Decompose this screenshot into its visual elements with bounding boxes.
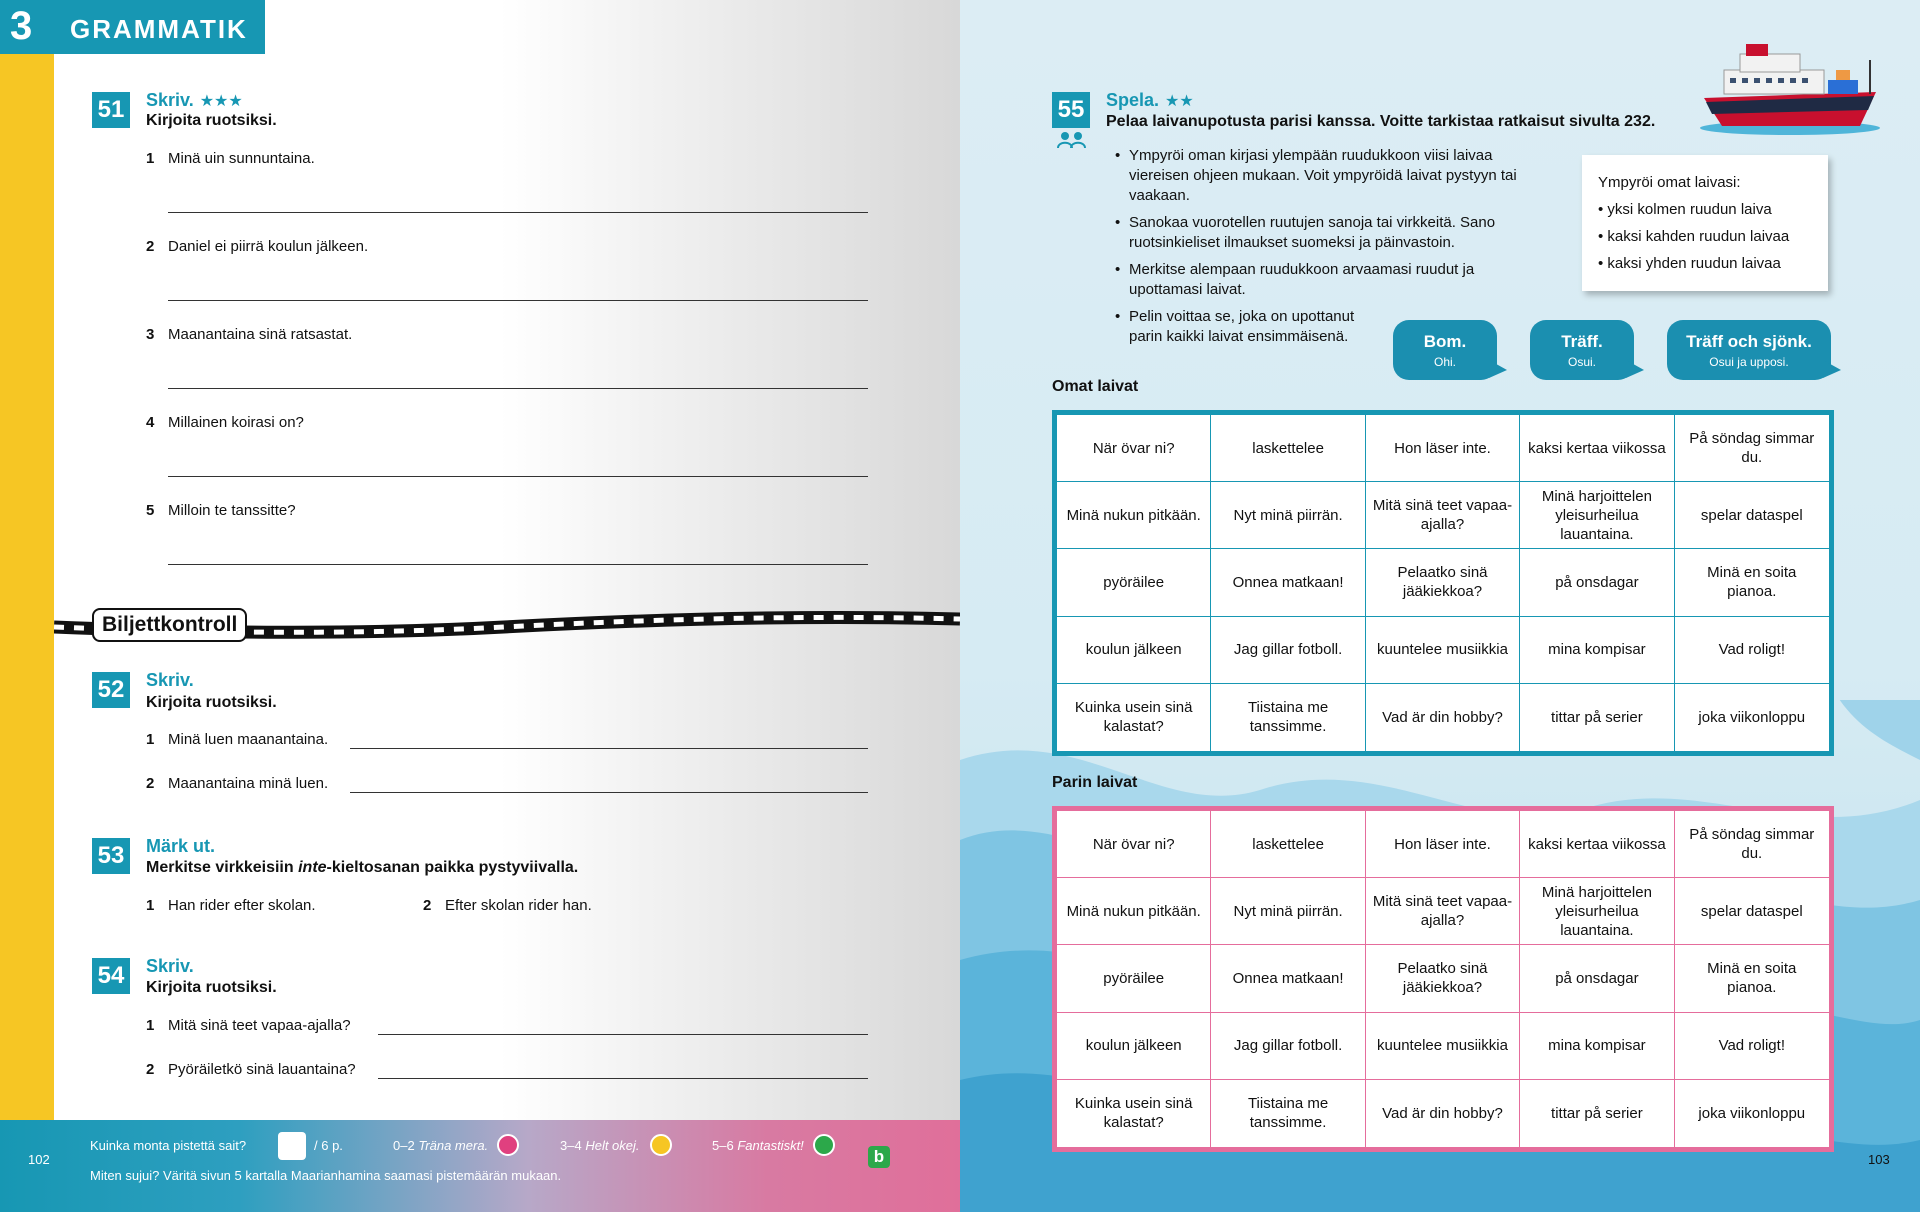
exercise-item	[146, 897, 316, 914]
exercise-item	[146, 1061, 356, 1078]
grid-cell[interactable]: Minä harjoittelen yleisurheilua lauantaina.	[1520, 482, 1674, 549]
grid-cell[interactable]: Vad är din hobby?	[1366, 1080, 1520, 1147]
item-number: 5	[146, 502, 155, 519]
score-input-box[interactable]	[278, 1132, 306, 1160]
item-number: 2	[146, 1061, 155, 1078]
grid-cell[interactable]: pyöräilee	[1057, 945, 1211, 1012]
grid-cell[interactable]: Pelaatko sinä jääkiekkoa?	[1366, 945, 1520, 1012]
item-text[interactable]: Efter skolan rider han.	[445, 897, 592, 914]
exercise-instruction-53	[146, 859, 578, 877]
grid-cell[interactable]: Onnea matkaan!	[1211, 945, 1365, 1012]
bubble-subtitle: Osui.	[1567, 355, 1596, 369]
exercise-item	[423, 897, 592, 914]
instruction-text: Merkitse virkkeisiin	[146, 859, 299, 876]
exercise-title-51	[146, 90, 243, 111]
grid-cell[interactable]: joka viikonloppu	[1698, 708, 1806, 726]
exercise-number-55: 55	[1052, 92, 1090, 128]
ship-rule-text: kaksi yhden ruudun laivaa	[1607, 255, 1781, 272]
score-max: / 6 p.	[314, 1138, 343, 1153]
item-text: Minä luen maanantaina.	[168, 731, 329, 748]
bullet-item: • Ympyröi oman kirjasi ylempään ruudukkoon viisi laivaa viereisen ohjeen mukaan. Voit ympyröidä laivat pystyyn tai vaakaan.	[1115, 146, 1535, 206]
grid-cell[interactable]: kaksi kertaa viikossa	[1520, 415, 1674, 482]
exercise-title-52: Skriv.	[146, 670, 194, 690]
grid-cell[interactable]: kaksi kertaa viikossa	[1520, 811, 1674, 878]
own-ships-grid	[1052, 410, 1834, 756]
grid-cell[interactable]: Minä nukun pitkään.	[1057, 482, 1211, 549]
exercise-item	[146, 150, 315, 167]
item-text: Maanantaina sinä ratsastat.	[168, 326, 353, 343]
grid-cell[interactable]: Minä harjoittelen yleisurheilua lauantaina.	[1520, 878, 1674, 945]
grid-cell[interactable]: på onsdagar	[1520, 549, 1674, 616]
grid-cell[interactable]: Nyt minä piirrän.	[1211, 482, 1365, 549]
publisher-logo: b	[868, 1146, 890, 1168]
item-text: Minä uin sunnuntaina.	[168, 150, 315, 167]
chapter-tab	[0, 0, 265, 54]
score-question: Kuinka monta pistettä sait?	[90, 1138, 247, 1153]
grid-cell[interactable]: laskettelee	[1211, 811, 1365, 878]
own-ships-heading: Omat laivat	[1052, 378, 1139, 395]
exercise-title-53: Märk ut.	[146, 836, 216, 856]
item-number: 1	[146, 731, 155, 748]
ship-rule-text: kaksi kahden ruudun laivaa	[1607, 228, 1790, 245]
difficulty-stars: ★★★	[199, 93, 243, 110]
grid-cell[interactable]: Jag gillar fotboll.	[1211, 617, 1365, 684]
answer-line[interactable]	[350, 792, 868, 793]
grid-cell[interactable]: Minä en soita pianoa.	[1675, 945, 1829, 1012]
exercise-number-51: 51	[92, 92, 130, 128]
exercise-instruction-51: Kirjoita ruotsiksi.	[146, 112, 277, 129]
exercise-number-53: 53	[92, 838, 130, 874]
item-number: 2	[423, 897, 432, 914]
exercise-instruction-55: Pelaa laivanupotusta parisi kanssa. Voitte tarkistaa ratkaisut sivulta 232.	[1106, 113, 1656, 130]
ship-rule-text: yksi kolmen ruudun laiva	[1607, 201, 1772, 218]
grid-cell[interactable]: tittar på serier	[1520, 684, 1674, 751]
grid-cell[interactable]: Hon läser inte.	[1366, 415, 1520, 482]
answer-line[interactable]	[168, 212, 868, 213]
grid-cell[interactable]: På söndag simmar du.	[1675, 811, 1829, 878]
grade-text: Träna mera.	[418, 1138, 489, 1153]
grid-cell[interactable]: Mitä sinä teet vapaa-ajalla?	[1366, 482, 1520, 549]
exercise-item	[146, 775, 328, 792]
grade-text: Helt okej.	[585, 1138, 640, 1153]
ship-illustration	[1700, 40, 1880, 135]
exercise-item	[146, 238, 368, 255]
ship-rules-title: Ympyröi omat laivasi:	[1598, 174, 1741, 191]
grid-cell[interactable]: På söndag simmar du.	[1675, 415, 1829, 482]
grid-cell[interactable]: tittar på serier	[1520, 1080, 1674, 1147]
item-number: 2	[146, 775, 155, 792]
exercise-title-55	[1106, 90, 1194, 111]
ship-rule: • kaksi kahden ruudun laivaa	[1598, 228, 1790, 245]
grid-cell[interactable]: Vad är din hobby?	[1366, 684, 1520, 751]
grid-cell[interactable]: Vad roligt!	[1675, 1013, 1829, 1080]
map-instruction: Miten sujui? Väritä sivun 5 kartalla Maarianhamina saamasi pistemäärän mukaan.	[90, 1168, 562, 1183]
answer-line[interactable]	[350, 748, 868, 749]
difficulty-stars: ★★	[1165, 93, 1194, 110]
exercise-item	[146, 731, 328, 748]
chapter-title: GRAMMATIK	[70, 14, 248, 44]
grade-range: 3–4	[560, 1138, 582, 1153]
grid-cell[interactable]: pyöräilee	[1057, 549, 1211, 616]
page-number: 103	[1868, 1152, 1890, 1167]
grid-cell[interactable]: Tiistaina me tanssimme.	[1211, 684, 1365, 751]
score-footer	[0, 1120, 960, 1212]
grade-label-low	[393, 1138, 488, 1153]
answer-line[interactable]	[168, 388, 868, 389]
grid-cell[interactable]: Onnea matkaan!	[1211, 549, 1365, 616]
grid-cell[interactable]: Vad roligt!	[1675, 617, 1829, 684]
grid-cell[interactable]: Jag gillar fotboll.	[1211, 1013, 1365, 1080]
exercise-item	[146, 1017, 351, 1034]
item-number: 4	[146, 414, 155, 431]
item-number: 2	[146, 238, 155, 255]
grade-range: 0–2	[393, 1138, 415, 1153]
grid-cell[interactable]: Nyt minä piirrän.	[1211, 878, 1365, 945]
pair-work-icon	[1056, 130, 1086, 150]
answer-line[interactable]	[168, 476, 868, 477]
grid-cell[interactable]: spelar dataspel	[1675, 482, 1829, 549]
grid-cell[interactable]: Mitä sinä teet vapaa-ajalla?	[1366, 878, 1520, 945]
bubble-title: Bom.	[1423, 332, 1467, 351]
exercise-item	[146, 414, 304, 431]
bubble-title: Träff och sjönk.	[1686, 332, 1812, 351]
exercise-title-text: Skriv.	[146, 90, 194, 110]
bubble-title: Träff.	[1561, 332, 1603, 351]
bullet-item: • Pelin voittaa se, joka on upottanut parin kaikki laivat ensimmäisenä.	[1115, 307, 1375, 347]
exercise-item	[146, 326, 352, 343]
grid-cell[interactable]: på onsdagar	[1520, 945, 1674, 1012]
item-text: Maanantaina minä luen.	[168, 775, 329, 792]
item-text: Pyöräiletkö sinä lauantaina?	[168, 1061, 356, 1078]
grid-cell[interactable]: Tiistaina me tanssimme.	[1211, 1080, 1365, 1147]
answer-line[interactable]	[168, 564, 868, 565]
grid-cell[interactable]: spelar dataspel	[1675, 878, 1829, 945]
ship-rules-box	[1582, 155, 1828, 291]
grade-label-mid	[560, 1138, 640, 1153]
bullet-item: • Sanokaa vuorotellen ruutujen sanoja tai virkkeitä. Sano ruotsinkieliset ilmaukset suomeksi ja päinvastoin.	[1115, 213, 1535, 253]
grade-text: Fantastiskt!	[737, 1138, 804, 1153]
pair-ships-grid	[1052, 806, 1834, 1152]
grade-label-high	[712, 1138, 804, 1153]
item-text: Mitä sinä teet vapaa-ajalla?	[168, 1017, 351, 1034]
bullet-item: • Merkitse alempaan ruudukkoon arvaamasi ruudut ja upottamasi laivat.	[1115, 260, 1535, 300]
exercise-instruction-54: Kirjoita ruotsiksi.	[146, 979, 277, 996]
grade-dot-yellow[interactable]	[650, 1134, 672, 1156]
grid-cell[interactable]: Hon läser inte.	[1366, 811, 1520, 878]
grid-cell[interactable]: Minä nukun pitkään.	[1057, 878, 1211, 945]
grid-cell[interactable]: Minä en soita pianoa.	[1675, 549, 1829, 616]
item-number: 1	[146, 897, 155, 914]
answer-line[interactable]	[168, 300, 868, 301]
item-text: Millainen koirasi on?	[168, 414, 304, 431]
answer-line[interactable]	[378, 1034, 868, 1035]
grid-cell[interactable]: koulun jälkeen	[1057, 1013, 1211, 1080]
pair-ships-heading: Parin laivat	[1052, 774, 1138, 791]
page-number: 102	[28, 1152, 50, 1167]
exercise-number-54: 54	[92, 958, 130, 994]
speech-bubble-miss	[1393, 320, 1497, 380]
bubble-subtitle: Osui ja upposi.	[1709, 355, 1789, 369]
grid-cell[interactable]: koulun jälkeen	[1057, 617, 1211, 684]
grade-dot-pink[interactable]	[497, 1134, 519, 1156]
grid-cell[interactable]: Kuinka usein sinä kalastat?	[1057, 684, 1211, 751]
grid-cell[interactable]: kuuntelee musiikkia	[1366, 1013, 1520, 1080]
ticket-label: Biljettkontroll	[92, 608, 247, 642]
grid-cell[interactable]: kuuntelee musiikkia	[1366, 617, 1520, 684]
exercise-title-54: Skriv.	[146, 956, 194, 976]
grid-cell[interactable]: joka viikonloppu	[1698, 1104, 1806, 1122]
item-text: Daniel ei piirrä koulun jälkeen.	[168, 238, 369, 255]
grid-cell[interactable]: mina kompisar	[1520, 617, 1674, 684]
grid-cell[interactable]: Kuinka usein sinä kalastat?	[1057, 1080, 1211, 1147]
exercise-instruction-52: Kirjoita ruotsiksi.	[146, 694, 277, 711]
grid-cell[interactable]: När övar ni?	[1057, 415, 1211, 482]
item-number: 1	[146, 1017, 155, 1034]
grid-cell[interactable]: När övar ni?	[1057, 811, 1211, 878]
item-text: Milloin te tanssitte?	[168, 502, 296, 519]
ship-rule: • kaksi yhden ruudun laivaa	[1598, 255, 1781, 272]
item-number: 1	[146, 150, 155, 167]
chapter-number: 3	[10, 4, 33, 48]
exercise-title-text: Spela.	[1106, 90, 1160, 110]
bubble-subtitle: Ohi.	[1433, 355, 1456, 369]
grade-dot-green[interactable]	[813, 1134, 835, 1156]
chapter-side-bar	[0, 54, 54, 1120]
grid-cell[interactable]: laskettelee	[1211, 415, 1365, 482]
speech-bubble-sunk	[1667, 320, 1831, 380]
exercise-item	[146, 502, 296, 519]
item-number: 3	[146, 326, 155, 343]
answer-line[interactable]	[378, 1078, 868, 1079]
ship-rule: • yksi kolmen ruudun laiva	[1598, 201, 1772, 218]
grade-range: 5–6	[712, 1138, 734, 1153]
item-text[interactable]: Han rider efter skolan.	[168, 897, 316, 914]
grid-cell[interactable]: Pelaatko sinä jääkiekkoa?	[1366, 549, 1520, 616]
grid-cell[interactable]: mina kompisar	[1520, 1013, 1674, 1080]
instruction-emphasis: inte	[298, 859, 327, 876]
exercise-number-52: 52	[92, 672, 130, 708]
instruction-text: -kieltosanan paikka pystyviivalla.	[326, 859, 579, 876]
speech-bubble-hit	[1530, 320, 1634, 380]
